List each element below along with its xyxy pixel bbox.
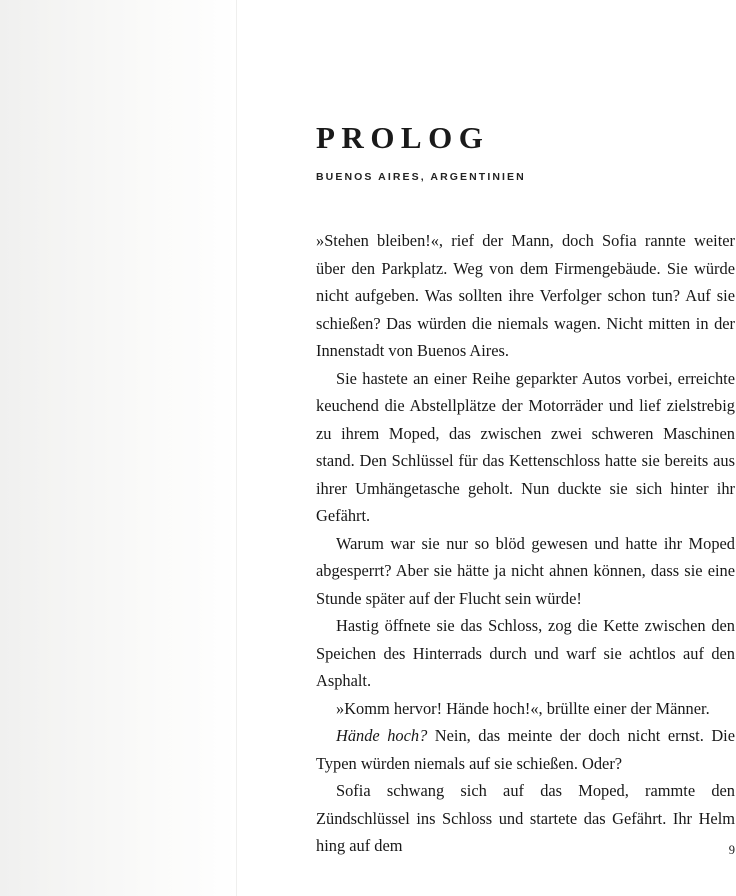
paragraph: Warum war sie nur so blöd gewesen und hatte ihr Moped abgesperrt? Aber sie hätte ja nicht ahnen können, dass sie eine Stunde später auf der Flucht sein würde! [316,533,735,608]
paragraph: »Stehen bleiben!«, rief der Mann, doch Sofia rannte weiter über den Parkplatz. Weg von dem Firmengebäude. Sie würde nicht aufgeben. Was sollten ihre Verfolger schon tun? Auf sie schießen? Das würden die niemals wagen. Nicht mitten in der Innenstadt von Buenos Aires. [316,231,735,360]
paragraph: Sie hastete an einer Reihe geparkter Autos vorbei, erreichte keuchend die Abstellplätze der Motorräder und lief zielstrebig zu ihrem Moped, das zwischen zwei schweren Maschinen stand. Den Schlüssel für das Kettenschloss hatte sie bereits aus ihrer Umhängetasche geholt. Nun duckte sie sich hinter ihr Gefährt. [316,368,735,525]
page-title: PROLOG [316,120,490,155]
paragraph-italic-lead [316,722,735,777]
paragraph: Sofia schwang sich auf das Moped, rammte den Zündschlüssel ins Schloss und startete das Gefährt. Ihr Helm hing auf dem [316,781,735,855]
paragraph-rest: Nein, das meinte der doch nicht ernst. Die Typen würden niemals auf sie schießen. Oder? [316,726,735,773]
page-number: 9 [728,843,735,857]
paragraph: »Komm hervor! Hände hoch!«, brüllte einer der Männer. [336,698,710,718]
chapter-subtitle: BUENOS AIRES, ARGENTINIEN [316,171,526,183]
page-gutter-shadow [0,0,237,896]
text-column [316,0,735,896]
body-text [316,183,735,860]
page-content [237,0,736,896]
italic-phrase: Hände hoch? [336,726,428,745]
paragraph: Hastig öffnete sie das Schloss, zog die Kette zwischen den Speichen des Hinterrads durch und warf sie achtlos auf den Asphalt. [316,616,735,690]
